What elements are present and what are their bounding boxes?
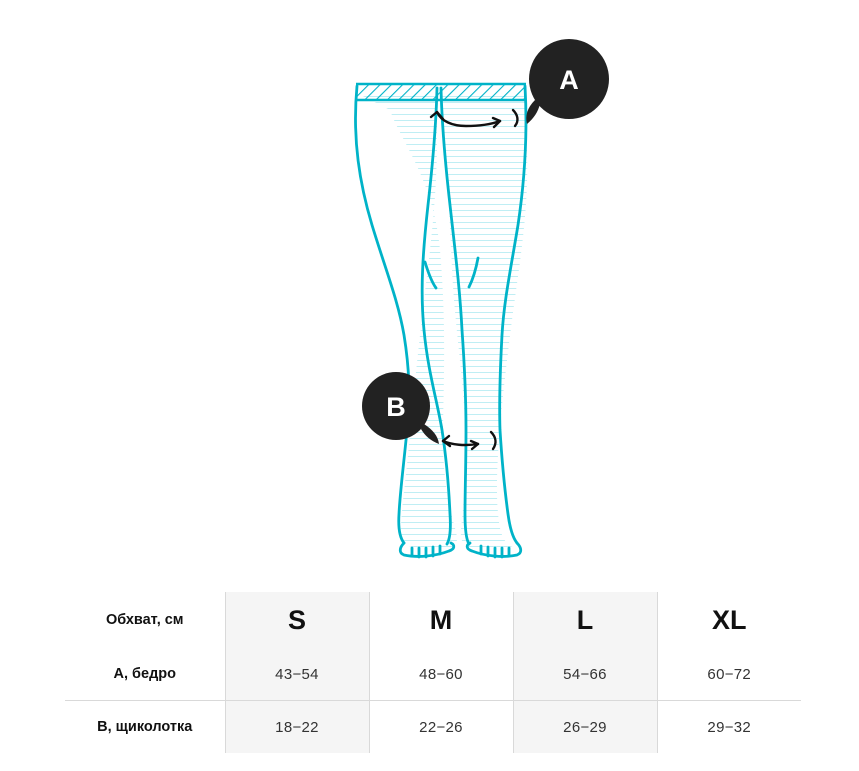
ankle-value-s: 18−22	[225, 701, 369, 754]
column-header-l: L	[513, 592, 657, 648]
marker-a-label: A	[559, 65, 579, 95]
size-table-container	[65, 592, 801, 753]
marker-b-label: B	[386, 392, 406, 422]
ankle-value-m: 22−26	[369, 701, 513, 754]
thigh-value-m: 48−60	[369, 648, 513, 701]
ankle-value-l: 26−29	[513, 701, 657, 754]
column-header-s: S	[225, 592, 369, 648]
table-corner-label: Обхват, см	[65, 592, 225, 648]
ankle-value-xl: 29−32	[657, 701, 801, 754]
row-label-ankle: B, щиколотка	[65, 701, 225, 754]
table-header-row	[65, 592, 801, 648]
thigh-value-s: 43−54	[225, 648, 369, 701]
size-table	[65, 592, 801, 753]
table-row	[65, 701, 801, 754]
row-label-thigh: A, бедро	[65, 648, 225, 701]
thigh-value-l: 54−66	[513, 648, 657, 701]
stocking-texture	[340, 92, 630, 562]
marker-a	[526, 39, 609, 124]
table-row	[65, 648, 801, 701]
column-header-xl: XL	[657, 592, 801, 648]
column-header-m: M	[369, 592, 513, 648]
thigh-value-xl: 60−72	[657, 648, 801, 701]
